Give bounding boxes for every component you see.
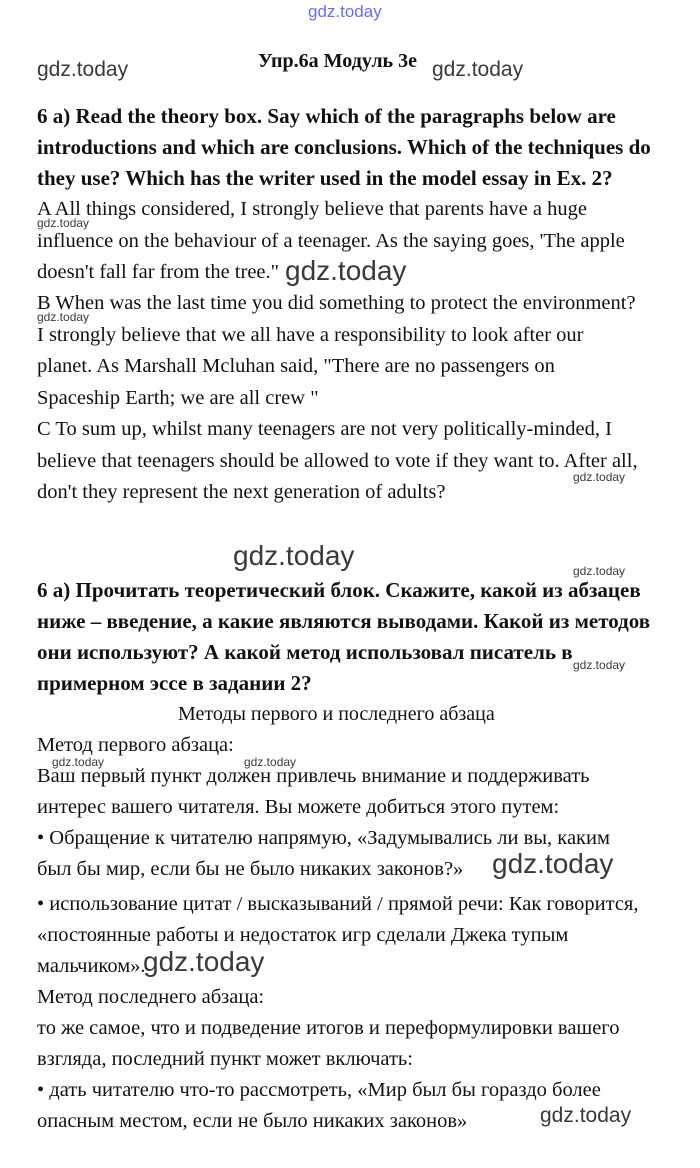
first-method-line: Ваш первый пункт должен привлечь внимание и поддерживать [37,765,590,787]
paragraph-c-line: don't they represent the next generation of adults? [37,481,446,503]
english-task-line: introductions and which are conclusions. Which of the techniques do [37,135,651,159]
watermark: gdz.today [52,755,105,769]
russian-task-line: 6 а) Прочитать теоретический блок. Скажите, какой из абзацев [37,578,641,602]
watermark-top: gdz.today [308,2,382,21]
last-method-label: Метод последнего абзаца: [37,986,265,1008]
first-method-line: мальчиком». [37,955,146,977]
english-task-line: they use? Which has the writer used in the model essay in Ex. 2? [37,166,613,190]
section-subtitle: Методы первого и последнего абзаца [178,703,495,725]
paragraph-b-line: Spaceship Earth; we are all crew " [37,387,319,409]
paragraph-a-line: doesn't fall far from the tree." [37,261,280,283]
watermark: gdz.today [37,58,129,81]
watermark: gdz.today [233,540,355,571]
russian-task-line: они используют? А какой метод использовал писатель в [37,640,573,664]
paragraph-a-line: A All things considered, I strongly believe that parents have a huge [37,198,587,220]
first-method-line: • Обращение к читателю напрямую, «Задумывались ли вы, каким [37,827,610,849]
paragraph-b-line: B When was the last time you did something to protect the environment? [37,292,636,314]
watermark: gdz.today [432,58,524,81]
russian-task-line: примерном эссе в задании 2? [37,671,312,695]
watermark: gdz.today [573,470,626,484]
page-title: Упр.6a Модуль 3e [258,50,418,72]
last-method-line: взгляда, последний пункт может включать: [37,1048,413,1070]
watermark: gdz.today [143,946,265,977]
watermark: gdz.today [492,848,614,879]
paragraph-a-line: influence on the behaviour of a teenager. As the saying goes, 'The apple [37,230,625,252]
first-method-line: «постоянные работы и недостаток игр сделали Джека тупым [37,924,569,946]
watermark: gdz.today [37,216,90,230]
first-method-line: • использование цитат / высказываний / прямой речи: Как говорится, [37,893,639,915]
watermark: gdz.today [285,255,407,286]
watermark: gdz.today [573,564,626,578]
first-method-line: интерес вашего читателя. Вы можете добиться этого путем: [37,796,560,818]
first-method-label: Метод первого абзаца: [37,734,234,756]
english-task-line: 6 a) Read the theory box. Say which of the paragraphs below are [37,104,616,128]
last-method-line: опасным местом, если не было никаких законов» [37,1110,468,1132]
watermark: gdz.today [540,1104,632,1127]
last-method-line: то же самое, что и подведение итогов и переформулировки вашего [37,1017,620,1039]
first-method-line: был бы мир, если бы не было никаких законов?» [37,858,464,880]
russian-task-line: ниже – введение, а какие являются выводами. Какой из методов [37,609,651,633]
watermark: gdz.today [573,658,626,672]
paragraph-b-line: I strongly believe that we all have a responsibility to look after our [37,324,584,346]
last-method-line: • дать читателю что-то рассмотреть, «Мир был бы гораздо более [37,1079,601,1101]
paragraph-c-line: believe that teenagers should be allowed to vote if they want to. After all, [37,450,638,472]
paragraph-c-line: C To sum up, whilst many teenagers are not very politically-minded, I [37,418,612,440]
watermark: gdz.today [244,755,297,769]
paragraph-b-line: planet. As Marshall Mcluhan said, "There are no passengers on [37,355,555,377]
watermark: gdz.today [37,310,90,324]
